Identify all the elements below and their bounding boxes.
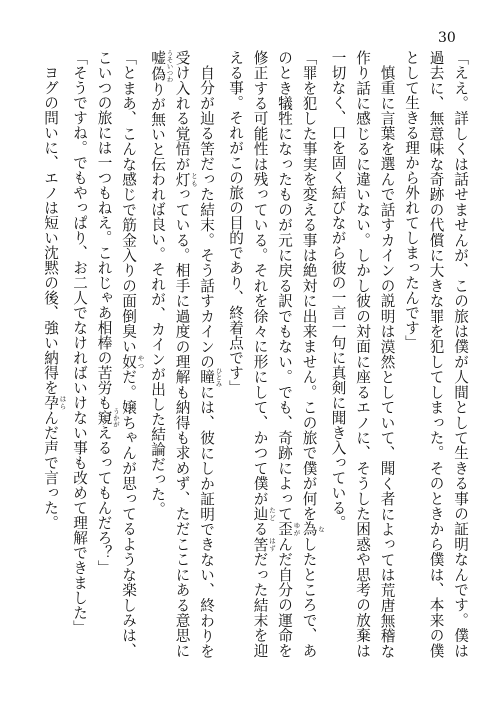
text-run: っている。相手に過度の理解も納得も求めず、ただここにある意思に <box>173 186 191 658</box>
page-number: 30 <box>438 30 456 46</box>
paragraph <box>38 50 67 658</box>
text-run: 「ええ。詳しくは話せませんが、この旅は僕が人間として生きる事の証明なんです。僕は過去に、無意味な奇跡の代償に大きな罪を犯してしまった。そのときから僕は、本来の僕として生きる理から外れてしまったんです」 <box>403 50 469 658</box>
text-run: んだ自分の運命を修正する可能性は残っている。それを徐々に形にして、かつて僕が <box>251 50 293 658</box>
ruby-base: 孕 <box>42 394 59 410</box>
paragraph <box>399 50 473 658</box>
ruby-reading: やつ <box>136 354 145 370</box>
ruby-reading: うかが <box>112 407 120 428</box>
ruby-reading: はず <box>268 536 276 552</box>
ruby-annotation <box>276 521 301 537</box>
ruby-reading: ひとみ <box>214 366 223 387</box>
ruby-reading: うそいつわ <box>165 50 174 83</box>
text-run: には、彼にしか証明できない、終わりを受け入れる覚悟が <box>173 50 215 658</box>
ruby-reading: ゆが <box>292 521 301 537</box>
ruby-base: 瞳 <box>198 366 215 387</box>
text-run: 慎重に言葉を選んで話すカインの説明は漠然としていて、聞く者によっては荒唐無稽な作り話に感じるに違いない。しかし彼の対面に座るエノに、そうした困惑や思考の放棄は一切なく、口を固く結びながら彼の一言一句に真剣に聞き入っている。 <box>329 50 396 658</box>
ruby-annotation <box>95 407 120 428</box>
text-run: る <box>251 521 269 537</box>
text-run: んだ声で言った。 <box>42 409 59 530</box>
ruby-base: 辿 <box>251 506 269 522</box>
paragraph <box>91 50 145 658</box>
ruby-base: 嘘偽 <box>149 50 166 83</box>
text-run: 「罪を犯した事実を変える事は絶対に出来ません。この旅で僕が何を <box>300 50 318 522</box>
text-run: したところで、あのとき犠牲になったものが元に戻る訳でもない。でも、奇跡によって <box>276 50 318 658</box>
ruby-annotation <box>198 366 223 387</box>
ruby-annotation <box>149 50 174 83</box>
ruby-annotation <box>300 521 325 537</box>
paragraph <box>223 50 326 658</box>
ruby-reading: とも <box>190 171 198 187</box>
ruby-base: 筈 <box>251 536 269 552</box>
ruby-annotation <box>251 506 276 522</box>
ruby-annotation <box>173 171 198 187</box>
vertical-text-body <box>32 50 472 658</box>
ruby-reading: たど <box>268 506 276 522</box>
ruby-annotation <box>120 354 145 370</box>
ruby-base: 歪 <box>276 521 293 537</box>
ruby-base: 奴 <box>120 354 137 370</box>
paragraph <box>67 50 92 658</box>
text-run: 「そうですね。でもやっぱり、お二人でなければいけない事も改めて理解できました」 <box>71 50 88 635</box>
text-run: だ。嬢ちゃんが思ってるような楽しみは、こいつの旅には一つもねえ。これじゃあ相棒の苦労も <box>95 50 137 658</box>
ruby-reading: はら <box>58 394 67 410</box>
text-run: だった結末を迎える事。それがこの旅の目的であり、終着点です」 <box>227 50 269 658</box>
text-run: えるってもんだろ？」 <box>95 425 113 575</box>
ruby-annotation <box>42 394 67 410</box>
text-run: ヨグの問いに、エノは短い沈黙の後、強い納得を <box>42 64 59 395</box>
text-run: 自分が辿る筈だった結末。そう話すカインの <box>198 64 215 370</box>
ruby-base: 為 <box>300 521 318 537</box>
paragraph <box>145 50 223 658</box>
ruby-annotation <box>251 536 276 552</box>
ruby-reading: な <box>317 521 325 537</box>
text-run: 「とまあ、こんな感じで筋金入りの面倒臭い <box>120 50 137 355</box>
ruby-base: 灯 <box>173 171 191 187</box>
paragraph <box>325 50 399 658</box>
text-run: りが無いと伝われば良い。それが、カインが出した結論だった。 <box>149 81 166 517</box>
ruby-base: 窺 <box>95 407 113 428</box>
